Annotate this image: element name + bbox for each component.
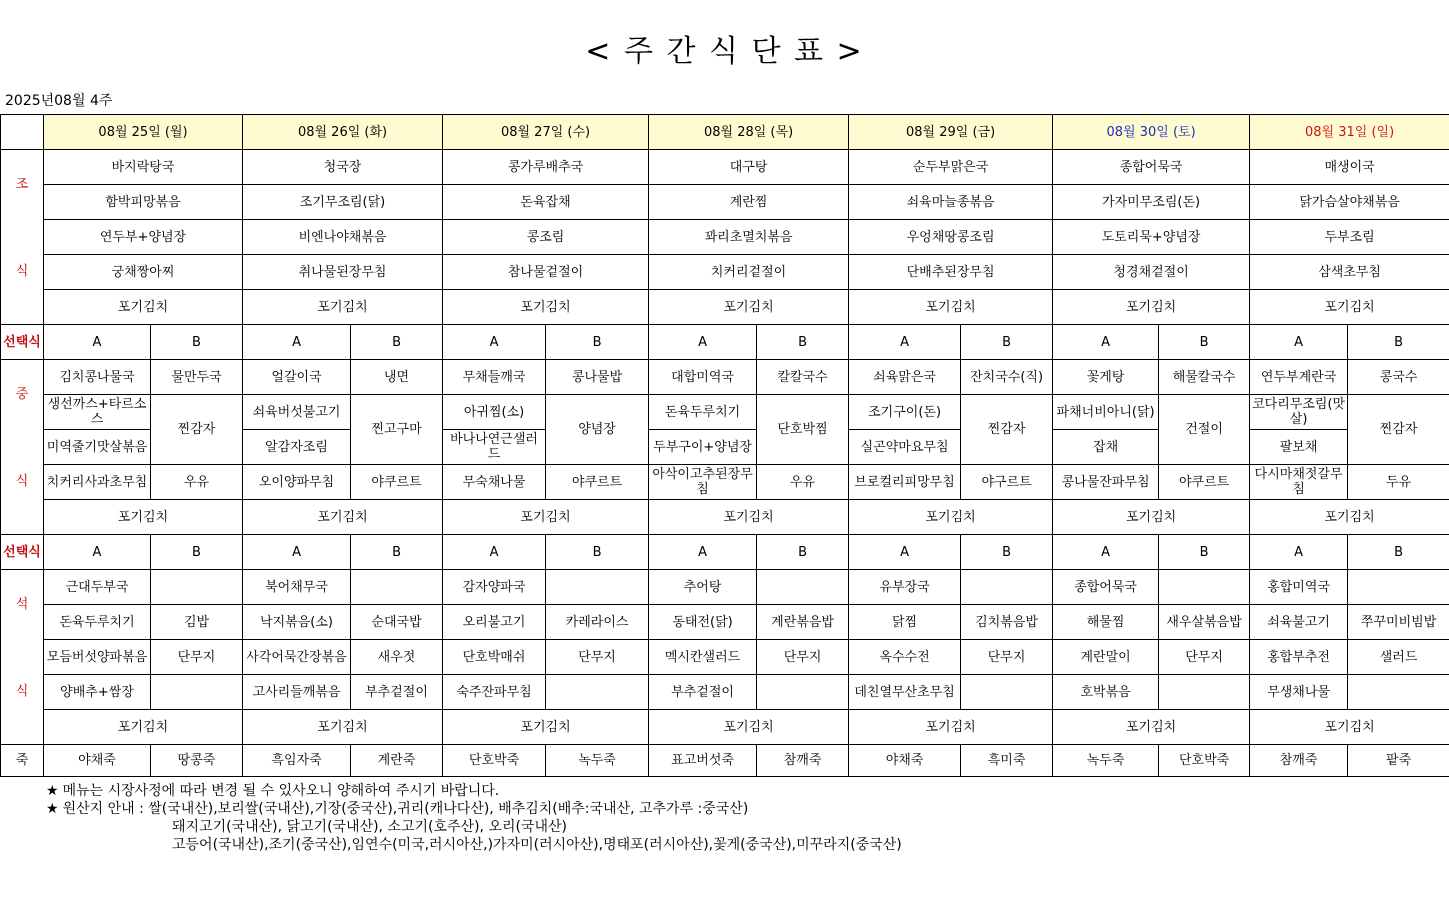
dinner-b-item bbox=[1348, 675, 1449, 710]
day-header: 08월 27일 (수) bbox=[443, 115, 649, 150]
dinner-a-item: 계란말이 bbox=[1053, 640, 1159, 675]
lunch-b-item: 야쿠르트 bbox=[1159, 465, 1250, 500]
option-a-label: A bbox=[243, 325, 351, 360]
porridge-item: 야채죽 bbox=[849, 745, 961, 777]
option-b-label: B bbox=[961, 535, 1053, 570]
dinner-a-item: 북어채무국 bbox=[243, 570, 351, 605]
lunch-b-item: 우유 bbox=[151, 465, 243, 500]
dinner-a-item: 사각어묵간장볶음 bbox=[243, 640, 351, 675]
breakfast-item: 참나물겉절이 bbox=[443, 255, 649, 290]
dinner-a-item: 호박볶음 bbox=[1053, 675, 1159, 710]
lunch-b-item: 찐고구마 bbox=[351, 395, 443, 465]
porridge-item: 단호박죽 bbox=[1159, 745, 1250, 777]
option-b-label: B bbox=[1348, 325, 1449, 360]
lunch-b-item: 야구르트 bbox=[961, 465, 1053, 500]
breakfast-item: 연두부+양념장 bbox=[44, 220, 243, 255]
option-a-label: A bbox=[649, 325, 757, 360]
dinner-a-item: 양배추+쌈장 bbox=[44, 675, 151, 710]
dinner-b-item: 새우젓 bbox=[351, 640, 443, 675]
dinner-b-item bbox=[757, 675, 849, 710]
dinner-a-item: 닭찜 bbox=[849, 605, 961, 640]
breakfast-item: 치커리겉절이 bbox=[649, 255, 849, 290]
porridge-item: 흑미죽 bbox=[961, 745, 1053, 777]
day-header: 08월 30일 (토) bbox=[1053, 115, 1250, 150]
lunch-b-item: 냉면 bbox=[351, 360, 443, 395]
dinner-b-item bbox=[351, 570, 443, 605]
option-a-label: A bbox=[44, 325, 151, 360]
dinner-a-item: 무생채나물 bbox=[1250, 675, 1348, 710]
option-a-label: A bbox=[243, 535, 351, 570]
lunch-a-item: 아귀찜(소) bbox=[443, 395, 546, 430]
lunch-kimchi: 포기김치 bbox=[849, 500, 1053, 535]
day-header: 08월 28일 (목) bbox=[649, 115, 849, 150]
lunch-b-item: 찐감자 bbox=[1348, 395, 1449, 465]
porridge-item: 야채죽 bbox=[44, 745, 151, 777]
lunch-a-item: 잡채 bbox=[1053, 430, 1159, 465]
lunch-a-item: 얼갈이국 bbox=[243, 360, 351, 395]
lunch-kimchi: 포기김치 bbox=[443, 500, 649, 535]
side-label-porridge: 죽 bbox=[1, 745, 44, 777]
star-icon: ★ bbox=[46, 801, 59, 817]
dinner-a-item: 숙주잔파무침 bbox=[443, 675, 546, 710]
option-a-label: A bbox=[1250, 535, 1348, 570]
dinner-b-item: 카레라이스 bbox=[546, 605, 649, 640]
option-b-label: B bbox=[1159, 535, 1250, 570]
breakfast-item: 포기김치 bbox=[443, 290, 649, 325]
table-row bbox=[1, 185, 1449, 220]
lunch-a-item: 코다리무조림(맛살) bbox=[1250, 395, 1348, 430]
side-label-breakfast: 식 bbox=[1, 220, 44, 325]
lunch-b-item: 찐감자 bbox=[151, 395, 243, 465]
option-a-label: A bbox=[443, 325, 546, 360]
dinner-b-item bbox=[151, 570, 243, 605]
lunch-kimchi: 포기김치 bbox=[1053, 500, 1250, 535]
dinner-a-item: 쇠육불고기 bbox=[1250, 605, 1348, 640]
week-label: 2025년08월 4주 bbox=[5, 93, 113, 109]
lunch-a-item: 쇠육맑은국 bbox=[849, 360, 961, 395]
dinner-b-item: 순대국밥 bbox=[351, 605, 443, 640]
porridge-item: 단호박죽 bbox=[443, 745, 546, 777]
porridge-item: 참깨죽 bbox=[757, 745, 849, 777]
option-a-label: A bbox=[1250, 325, 1348, 360]
option-a-label: A bbox=[443, 535, 546, 570]
dinner-kimchi: 포기김치 bbox=[1053, 710, 1250, 745]
porridge-item: 땅콩죽 bbox=[151, 745, 243, 777]
dinner-a-item: 추어탕 bbox=[649, 570, 757, 605]
side-label-dinner: 식 bbox=[1, 640, 44, 745]
star-icon: ★ bbox=[46, 783, 59, 799]
breakfast-item: 두부조림 bbox=[1250, 220, 1449, 255]
breakfast-item: 순두부맑은국 bbox=[849, 150, 1053, 185]
dinner-a-item: 멕시칸샐러드 bbox=[649, 640, 757, 675]
lunch-a-item: 돈육두루치기 bbox=[649, 395, 757, 430]
day-header: 08월 29일 (금) bbox=[849, 115, 1053, 150]
porridge-item: 표고버섯죽 bbox=[649, 745, 757, 777]
note-origin-fish: 고등어(국내산),조기(중국산),임연수(미국,러시아산,)가자미(러시아산),명태포(러시아산),꽃게(중국산),미꾸라지(중국산) bbox=[172, 837, 902, 853]
breakfast-item: 궁채짱아찌 bbox=[44, 255, 243, 290]
corner-cell bbox=[1, 115, 44, 150]
lunch-a-item: 조기구이(돈) bbox=[849, 395, 961, 430]
lunch-b-item: 우유 bbox=[757, 465, 849, 500]
lunch-kimchi: 포기김치 bbox=[44, 500, 243, 535]
option-b-label: B bbox=[351, 535, 443, 570]
lunch-a-item: 두부구이+양념장 bbox=[649, 430, 757, 465]
breakfast-item: 삼색초무침 bbox=[1250, 255, 1449, 290]
table-row bbox=[1, 220, 1449, 255]
lunch-a-item: 쇠육버섯불고기 bbox=[243, 395, 351, 430]
breakfast-item: 계란찜 bbox=[649, 185, 849, 220]
breakfast-item: 함박피망볶음 bbox=[44, 185, 243, 220]
option-b-label: B bbox=[1159, 325, 1250, 360]
breakfast-item: 포기김치 bbox=[44, 290, 243, 325]
lunch-kimchi: 포기김치 bbox=[649, 500, 849, 535]
porridge-item: 팥죽 bbox=[1348, 745, 1449, 777]
breakfast-item: 포기김치 bbox=[849, 290, 1053, 325]
option-b-label: B bbox=[757, 325, 849, 360]
lunch-b-item: 건절이 bbox=[1159, 395, 1250, 465]
option-b-label: B bbox=[351, 325, 443, 360]
dinner-b-item: 단무지 bbox=[546, 640, 649, 675]
lunch-a-item: 콩나물잔파무침 bbox=[1053, 465, 1159, 500]
breakfast-item: 조기무조림(닭) bbox=[243, 185, 443, 220]
lunch-b-item: 야쿠르트 bbox=[546, 465, 649, 500]
option-a-label: A bbox=[649, 535, 757, 570]
breakfast-item: 돈육잡채 bbox=[443, 185, 649, 220]
breakfast-item: 포기김치 bbox=[243, 290, 443, 325]
breakfast-item: 바지락탕국 bbox=[44, 150, 243, 185]
option-a-label: A bbox=[44, 535, 151, 570]
lunch-a-item: 브로컬리피망무침 bbox=[849, 465, 961, 500]
porridge-item: 흑임자죽 bbox=[243, 745, 351, 777]
table-row bbox=[1, 395, 1449, 430]
option-a-label: A bbox=[1053, 535, 1159, 570]
breakfast-item: 쇠육마늘종볶음 bbox=[849, 185, 1053, 220]
dinner-a-item: 데친열무산초무침 bbox=[849, 675, 961, 710]
table-row bbox=[1, 500, 1449, 535]
side-label-lunch: 중 bbox=[1, 360, 44, 430]
dinner-b-item: 계란볶음밥 bbox=[757, 605, 849, 640]
table-row bbox=[1, 710, 1449, 745]
breakfast-item: 포기김치 bbox=[1250, 290, 1449, 325]
dinner-b-item bbox=[1159, 675, 1250, 710]
dinner-b-item bbox=[1159, 570, 1250, 605]
dinner-b-item: 샐러드 bbox=[1348, 640, 1449, 675]
dinner-a-item: 옥수수전 bbox=[849, 640, 961, 675]
lunch-b-item: 콩국수 bbox=[1348, 360, 1449, 395]
lunch-kimchi: 포기김치 bbox=[1250, 500, 1449, 535]
dinner-a-item: 낙지볶음(소) bbox=[243, 605, 351, 640]
breakfast-item: 가자미무조림(돈) bbox=[1053, 185, 1250, 220]
breakfast-item: 우엉채땅콩조림 bbox=[849, 220, 1053, 255]
dinner-a-item: 부추겉절이 bbox=[649, 675, 757, 710]
note-menu-change bbox=[46, 782, 902, 800]
dinner-kimchi: 포기김치 bbox=[44, 710, 243, 745]
dinner-a-item: 홍합부추전 bbox=[1250, 640, 1348, 675]
table-row bbox=[1, 675, 1449, 710]
lunch-b-item: 콩나물밥 bbox=[546, 360, 649, 395]
day-header: 08월 25일 (월) bbox=[44, 115, 243, 150]
breakfast-item: 닭가슴살야채볶음 bbox=[1250, 185, 1449, 220]
dinner-b-item bbox=[151, 675, 243, 710]
option-a-label: A bbox=[849, 535, 961, 570]
dinner-b-item: 김치볶음밥 bbox=[961, 605, 1053, 640]
lunch-a-item: 치커리사과초무침 bbox=[44, 465, 151, 500]
lunch-a-item: 아삭이고추된장무침 bbox=[649, 465, 757, 500]
lunch-a-item: 연두부계란국 bbox=[1250, 360, 1348, 395]
option-b-label: B bbox=[546, 535, 649, 570]
day-header: 08월 31일 (일) bbox=[1250, 115, 1449, 150]
lunch-a-item: 대합미역국 bbox=[649, 360, 757, 395]
dinner-b-item: 부추겉절이 bbox=[351, 675, 443, 710]
dinner-a-item: 모듬버섯양파볶음 bbox=[44, 640, 151, 675]
dinner-a-item: 근대두부국 bbox=[44, 570, 151, 605]
side-label-lunch: 식 bbox=[1, 430, 44, 535]
select-label: 선택식 bbox=[1, 325, 44, 360]
lunch-a-item: 다시마채젓갈무침 bbox=[1250, 465, 1348, 500]
porridge-item: 참깨죽 bbox=[1250, 745, 1348, 777]
dinner-b-item bbox=[961, 570, 1053, 605]
weekly-menu-table bbox=[0, 114, 1449, 777]
dinner-kimchi: 포기김치 bbox=[649, 710, 849, 745]
option-b-label: B bbox=[151, 325, 243, 360]
breakfast-item: 청국장 bbox=[243, 150, 443, 185]
note-text: 메뉴는 시장사정에 따라 변경 될 수 있사오니 양해하여 주시기 바랍니다. bbox=[62, 783, 500, 799]
dinner-a-item: 돈육두루치기 bbox=[44, 605, 151, 640]
dinner-kimchi: 포기김치 bbox=[243, 710, 443, 745]
lunch-a-item: 오이양파무침 bbox=[243, 465, 351, 500]
dinner-b-item: 김밥 bbox=[151, 605, 243, 640]
breakfast-item: 취나물된장무침 bbox=[243, 255, 443, 290]
dinner-a-item: 동태전(닭) bbox=[649, 605, 757, 640]
dinner-a-item: 종합어묵국 bbox=[1053, 570, 1159, 605]
dinner-b-item bbox=[546, 675, 649, 710]
lunch-b-item: 물만두국 bbox=[151, 360, 243, 395]
notes bbox=[46, 782, 902, 854]
breakfast-item: 콩조림 bbox=[443, 220, 649, 255]
dinner-a-item: 해물찜 bbox=[1053, 605, 1159, 640]
dinner-a-item: 단호박매쉬 bbox=[443, 640, 546, 675]
table-row bbox=[1, 150, 1449, 185]
table-row bbox=[1, 290, 1449, 325]
side-label-dinner: 석 bbox=[1, 570, 44, 640]
lunch-b-item: 양념장 bbox=[546, 395, 649, 465]
lunch-b-item: 단호박찜 bbox=[757, 395, 849, 465]
note-text: 원산지 안내 : 쌀(국내산),보리쌀(국내산),기장(중국산),귀리(캐나다산), 배추김치(배추:국내산, 고추가루 :중국산) bbox=[62, 801, 749, 817]
lunch-b-item: 야쿠르트 bbox=[351, 465, 443, 500]
option-b-label: B bbox=[961, 325, 1053, 360]
table-row bbox=[1, 570, 1449, 605]
lunch-a-item: 무채들깨국 bbox=[443, 360, 546, 395]
breakfast-item: 꽈리초멸치볶음 bbox=[649, 220, 849, 255]
dinner-b-item: 단무지 bbox=[1159, 640, 1250, 675]
side-label-breakfast: 조 bbox=[1, 150, 44, 220]
dinner-a-item: 감자양파국 bbox=[443, 570, 546, 605]
breakfast-item: 매생이국 bbox=[1250, 150, 1449, 185]
porridge-item: 녹두죽 bbox=[1053, 745, 1159, 777]
note-origin bbox=[46, 800, 902, 818]
table-row bbox=[1, 745, 1449, 777]
lunch-b-item: 해물칼국수 bbox=[1159, 360, 1250, 395]
breakfast-item: 단배추된장무침 bbox=[849, 255, 1053, 290]
option-a-label: A bbox=[849, 325, 961, 360]
dinner-b-item bbox=[1348, 570, 1449, 605]
table-row bbox=[1, 115, 1449, 150]
lunch-kimchi: 포기김치 bbox=[243, 500, 443, 535]
dinner-kimchi: 포기김치 bbox=[849, 710, 1053, 745]
lunch-b-item: 칼칼국수 bbox=[757, 360, 849, 395]
option-b-label: B bbox=[151, 535, 243, 570]
lunch-a-item: 알감자조림 bbox=[243, 430, 351, 465]
lunch-a-item: 생선까스+타르소스 bbox=[44, 395, 151, 430]
lunch-a-item: 팔보채 bbox=[1250, 430, 1348, 465]
table-row bbox=[1, 640, 1449, 675]
day-header: 08월 26일 (화) bbox=[243, 115, 443, 150]
table-row bbox=[1, 325, 1449, 360]
lunch-a-item: 파채너비아니(닭) bbox=[1053, 395, 1159, 430]
lunch-a-item: 김치콩나물국 bbox=[44, 360, 151, 395]
option-b-label: B bbox=[546, 325, 649, 360]
dinner-b-item: 단무지 bbox=[151, 640, 243, 675]
dinner-b-item bbox=[546, 570, 649, 605]
select-label: 선택식 bbox=[1, 535, 44, 570]
breakfast-item: 포기김치 bbox=[649, 290, 849, 325]
dinner-b-item: 쭈꾸미비빔밥 bbox=[1348, 605, 1449, 640]
breakfast-item: 청경채겉절이 bbox=[1053, 255, 1250, 290]
lunch-b-item: 두유 bbox=[1348, 465, 1449, 500]
breakfast-item: 도토리묵+양념장 bbox=[1053, 220, 1250, 255]
dinner-a-item: 고사리들깨볶음 bbox=[243, 675, 351, 710]
dinner-b-item bbox=[757, 570, 849, 605]
breakfast-item: 대구탕 bbox=[649, 150, 849, 185]
option-b-label: B bbox=[1348, 535, 1449, 570]
lunch-b-item: 찐감자 bbox=[961, 395, 1053, 465]
breakfast-item: 비엔나야채볶음 bbox=[243, 220, 443, 255]
lunch-a-item: 바나나연근샐러드 bbox=[443, 430, 546, 465]
porridge-item: 계란죽 bbox=[351, 745, 443, 777]
note-origin-meat: 돼지고기(국내산), 닭고기(국내산), 소고기(호주산), 오리(국내산) bbox=[172, 819, 567, 835]
dinner-b-item bbox=[961, 675, 1053, 710]
porridge-item: 녹두죽 bbox=[546, 745, 649, 777]
lunch-b-item: 잔치국수(직) bbox=[961, 360, 1053, 395]
lunch-a-item: 미역줄기맛살볶음 bbox=[44, 430, 151, 465]
dinner-b-item: 단무지 bbox=[757, 640, 849, 675]
dinner-b-item: 단무지 bbox=[961, 640, 1053, 675]
option-b-label: B bbox=[757, 535, 849, 570]
table-row bbox=[1, 255, 1449, 290]
breakfast-item: 콩가루배추국 bbox=[443, 150, 649, 185]
lunch-a-item: 실곤약마요무침 bbox=[849, 430, 961, 465]
table-row bbox=[1, 605, 1449, 640]
table-row bbox=[1, 465, 1449, 500]
page-title: < 주 간 식 단 표 > bbox=[585, 34, 864, 69]
dinner-b-item: 새우살볶음밥 bbox=[1159, 605, 1250, 640]
breakfast-item: 종합어묵국 bbox=[1053, 150, 1250, 185]
dinner-a-item: 홍합미역국 bbox=[1250, 570, 1348, 605]
dinner-kimchi: 포기김치 bbox=[443, 710, 649, 745]
lunch-a-item: 꽃게탕 bbox=[1053, 360, 1159, 395]
table-row bbox=[1, 360, 1449, 395]
lunch-a-item: 무숙채나물 bbox=[443, 465, 546, 500]
dinner-a-item: 유부장국 bbox=[849, 570, 961, 605]
dinner-kimchi: 포기김치 bbox=[1250, 710, 1449, 745]
breakfast-item: 포기김치 bbox=[1053, 290, 1250, 325]
dinner-a-item: 오리불고기 bbox=[443, 605, 546, 640]
table-row bbox=[1, 535, 1449, 570]
option-a-label: A bbox=[1053, 325, 1159, 360]
